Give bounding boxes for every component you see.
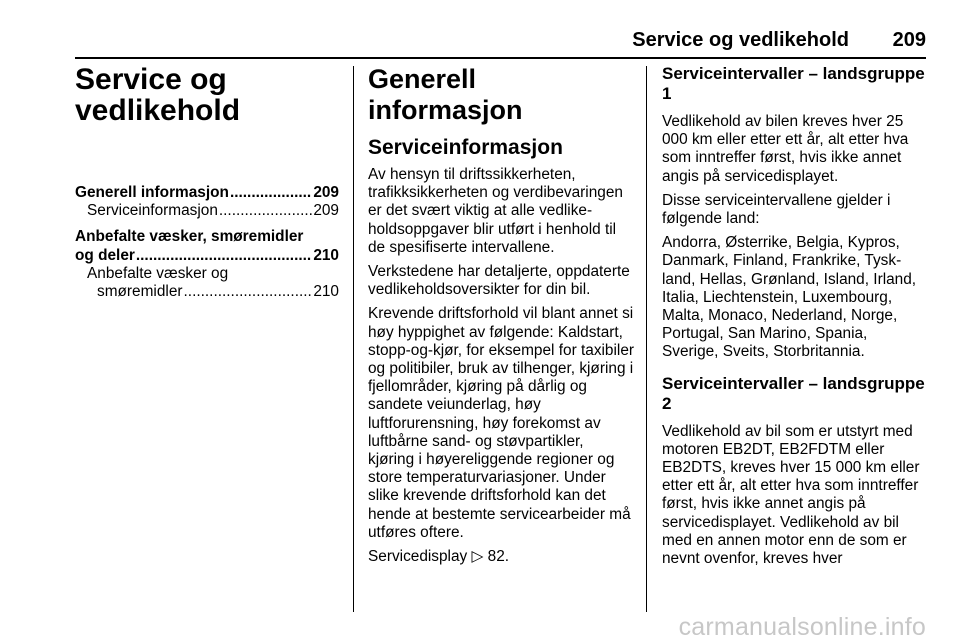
chapter-toc-column (75, 64, 339, 301)
service-intervals-column (662, 64, 928, 574)
subsection-title: Serviceinformasjon (368, 136, 563, 159)
page-header (75, 27, 926, 59)
toc-entry-anbefalte-vaesker-deler[interactable]: og deler ..... 210 (75, 247, 339, 265)
paragraph: Vedlikehold av bil som er utstyrt med motoren EB2DT, EB2FDTM eller EB2DTS, kreves hver 15 000 km eller etter ett år, alt etter hva som inntreffer først, hvis ikke annet angis på servicedisplayet. Vedlikehold av bil med en annen motor enn de som er nevnt ovenfor, kreves hver (662, 422, 920, 568)
paragraph: Krevende driftsforhold vil blant annet si høy hyppighet av følgende: Kaldstart, stopp-og-kjør, for eksempel for taxibiler og politibiler, bruk av tilhenger, kjøring i fjellområder, kjøring på dårlig og sandete veiunderlag, høy luftforurensning, høy forekomst av luftbårne sand- og støvpartikler, kjøring i høyereliggende regioner og store temperaturvariasjoner. Under slike krevende driftsforhold kan det hende at bestemte servicearbeider må utføres oftere. (368, 305, 635, 541)
paragraph: Disse serviceintervallene gjelder i følgende land: (662, 191, 891, 228)
toc-entry-anbefalte-vaesker-line1[interactable]: Anbefalte væsker, smøremidler (75, 228, 304, 246)
paragraph: Av hensyn til driftssikkerheten, trafikksikkerheten og verdibevaringen er det svært viktig at alle vedlikeholdsoppgaver blir utført i henhold til de spesifiserte intervallene. (368, 166, 623, 256)
header-title: Service og vedlikehold (632, 29, 849, 51)
toc-entry-serviceinformasjon[interactable]: Serviceinformasjon ..... 209 (75, 202, 339, 220)
toc-entry-generell-informasjon[interactable]: Generell informasjon ..... 209 (75, 184, 339, 202)
general-info-column (368, 64, 634, 572)
toc-entry-anbefalte-vaesker-og-line1[interactable]: Anbefalte væsker og (87, 264, 229, 282)
column-divider-2 (646, 66, 647, 612)
heading-country-group-1: Serviceintervaller – landsgruppe 1 (662, 64, 925, 103)
paragraph: Andorra, Østerrike, Belgia, Kypros, Danmark, Finland, Frankrike, Tyskland, Hellas, Grønland, Island, Irland, Italia, Liechtenstein, Luxembourg, Malta, Monaco, Nederland, Norge, Portugal, San Marino, Spania, Sverige, Sveits, Storbritannia. (662, 234, 917, 361)
watermark: carmanualsonline.info (678, 613, 926, 641)
service-display-reference: Servicedisplay ▷ 82. (368, 548, 510, 566)
section-title: Generell informasjon (368, 64, 523, 125)
chapter-title: Service og vedlikehold (75, 63, 241, 127)
header-page-number: 209 (892, 29, 926, 51)
toc-entry-smoremidler[interactable]: smøremidler ..... 210 (75, 283, 339, 301)
cross-reference-link[interactable]: 82. (487, 548, 510, 566)
cross-reference-arrow-icon: ▷ (471, 548, 484, 566)
column-divider-1 (353, 66, 354, 612)
paragraph: Verkstedene har detaljerte, oppdaterte vedlikeholdsoversikter for din bil. (368, 263, 630, 299)
paragraph: Vedlikehold av bilen kreves hver 25 000 km eller etter ett år, alt etter hva som inntreffer først, hvis ikke annet angis på servicedisplayet. (662, 113, 909, 185)
heading-country-group-2: Serviceintervaller – landsgruppe 2 (662, 373, 925, 413)
